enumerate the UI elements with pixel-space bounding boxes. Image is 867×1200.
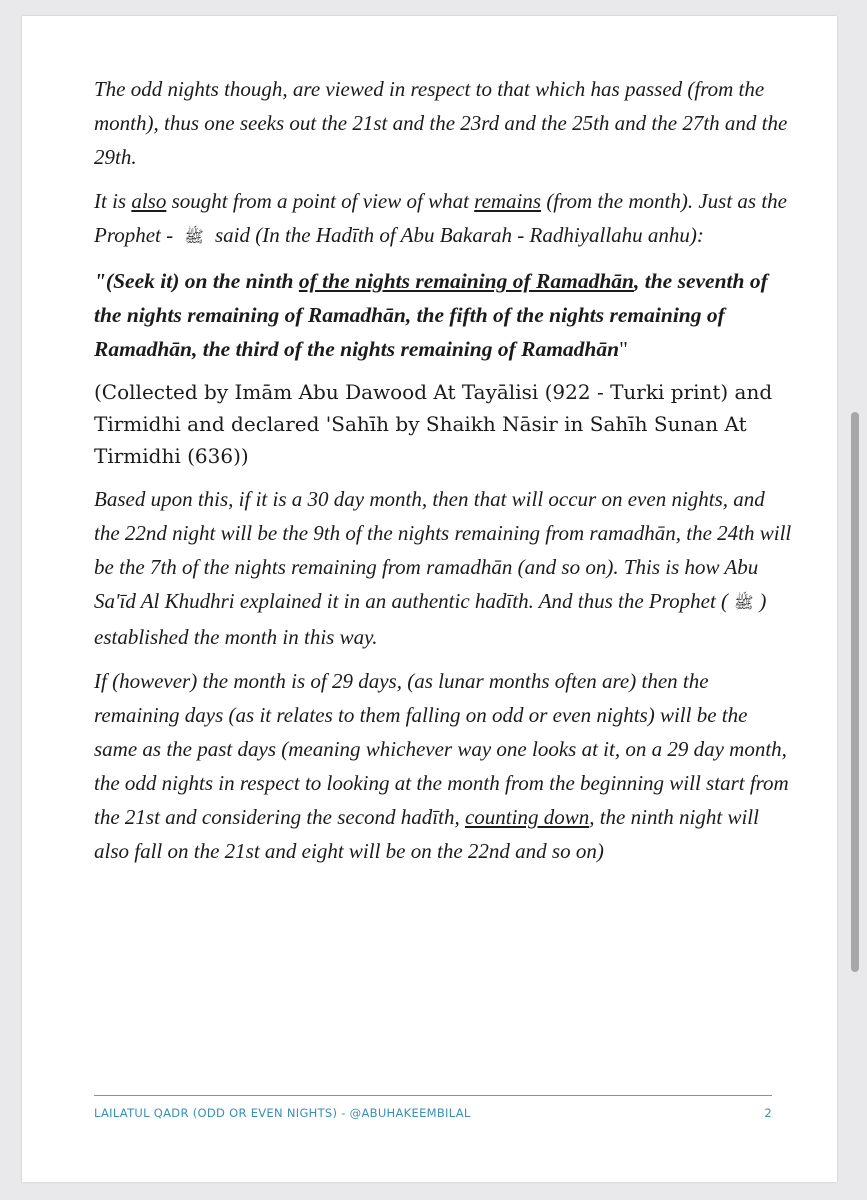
salawat-honorific: ﷺ <box>184 227 204 247</box>
paragraph-30-day-month <box>94 482 794 654</box>
underlined-also: also <box>131 189 167 213</box>
paragraph-odd-nights <box>94 72 794 174</box>
underlined-remains: remains <box>474 189 542 213</box>
text-segment: , the seventh of the nights remaining of Ramadhān, the fifth of the nights remaining of Ramadhān, the third of the nights remaining of Ramadhān <box>94 269 768 362</box>
text-segment: If (however) the month is of 29 days, (as lunar months often are) then the remaining days (as it relates to them falling on odd or even nights) will be the same as the past days (meaning whichever way one looks at it, on a 29 day month, the odd nights in respect to looking at the month from the beginning will start from the 21st and considering the second hadīth, <box>94 669 789 830</box>
footer-title: LAILATUL QADR (ODD OR EVEN NIGHTS) - @ABUHAKEEMBILAL <box>94 1106 471 1120</box>
vertical-scrollbar[interactable] <box>851 412 859 972</box>
underlined-phrase: of the nights remaining of Ramadhān <box>298 269 634 294</box>
citation-text: (Collected by Imām Abu Dawood At Tayālisi (922 - Turki print) and Tirmidhi and declared 'Sahīh by Shaikh Nāsir in Sahīh Sunan At Tirmidhi (636)) <box>94 380 773 469</box>
paragraph-text: The odd nights though, are viewed in respect to that which has passed (from the month), thus one seeks out the 21st and the 23rd and the 25th and the 27th and the 29th. <box>94 77 788 169</box>
text-segment: said (In the Hadīth of Abu Bakarah - Radhiyallahu anhu): <box>209 223 704 247</box>
document-page <box>22 16 837 1182</box>
paragraph-29-day-month <box>94 664 794 868</box>
text-segment: ) established the month in this way. <box>94 589 767 650</box>
text-segment: , the ninth night will also fall on the 21st and eight will be on the 22nd and so on) <box>94 805 759 864</box>
page-number: 2 <box>764 1106 772 1120</box>
underlined-counting-down: counting down <box>464 805 590 830</box>
page-footer <box>94 1095 772 1120</box>
text-segment: (from the month). Just as the Prophet - <box>94 189 788 247</box>
text-segment: It is <box>94 189 132 213</box>
paragraph-remains <box>94 184 794 254</box>
page-content <box>94 72 794 878</box>
text-segment: "(Seek it) on the ninth <box>94 269 299 294</box>
closing-quote: " <box>619 337 628 362</box>
hadith-quote <box>94 264 794 366</box>
text-segment: Based upon this, if it is a 30 day month, then that will occur on even nights, and the 22nd night will be the 9th of the nights remaining from ramadhān, the 24th will be the 7th of the nights remaining from ramadhān (and so on). This is how Abu Sa'īd Al Khudhri explained it in an authentic hadīth. And thus the Prophet ( <box>94 487 792 614</box>
salawat-honorific: ﷺ <box>734 593 754 613</box>
citation <box>94 376 794 472</box>
text-segment: sought from a point of view of what <box>166 189 475 213</box>
